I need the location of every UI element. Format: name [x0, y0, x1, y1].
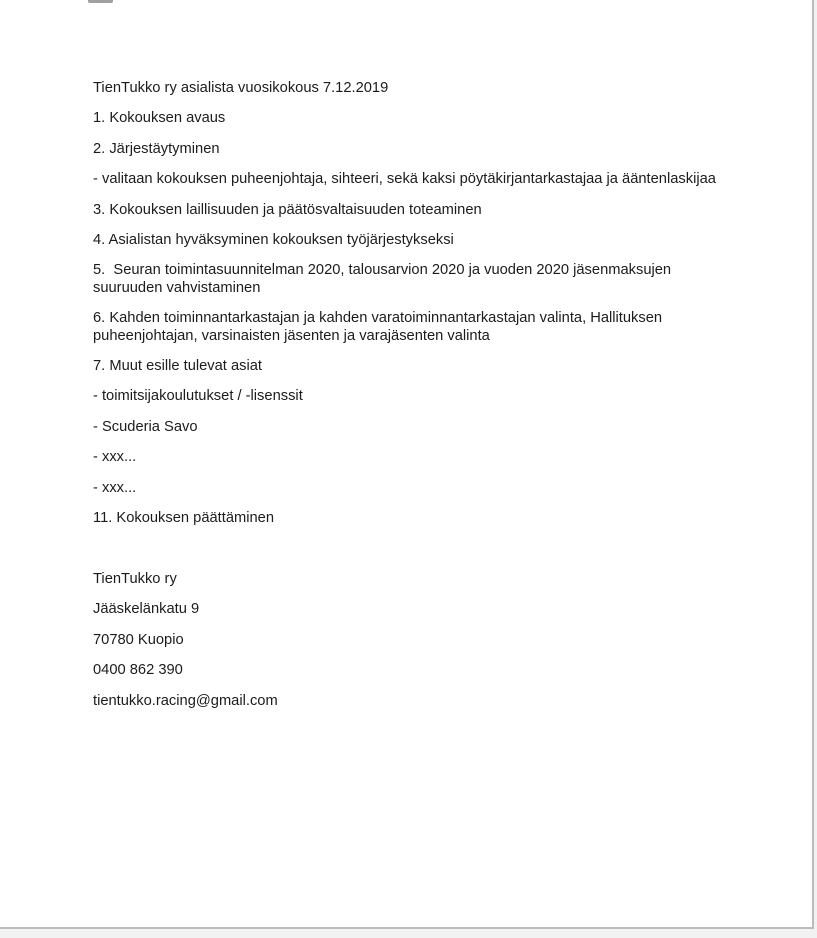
- document-line: 11. Kokouksen päättäminen: [93, 510, 274, 527]
- document-line: TienTukko ry: [93, 570, 177, 587]
- document-line: Jääskelänkatu 9: [93, 601, 200, 618]
- document-line: - xxx...: [93, 449, 137, 466]
- document-line: 1. Kokouksen avaus: [93, 110, 226, 127]
- document-line: - Scuderia Savo: [93, 418, 198, 435]
- document-line: puheenjohtajan, varsinaisten jäsenten ja varajäsenten valinta: [93, 327, 490, 344]
- document-line: suuruuden vahvistaminen: [93, 279, 261, 296]
- document-line: tientukko.racing@gmail.com: [93, 692, 278, 709]
- document-line: 2. Järjestäytyminen: [93, 140, 220, 157]
- document-line: 5. Seuran toimintasuunnitelman 2020, talousarvion 2020 ja vuoden 2020 jäsenmaksujen: [93, 262, 672, 279]
- document-blank-line: [93, 541, 753, 558]
- document-line: TienTukko ry asialista vuosikokous 7.12.2019: [93, 80, 389, 96]
- document-line: 0400 862 390: [93, 662, 183, 679]
- document-line: - valitaan kokouksen puheenjohtaja, sihteeri, sekä kaksi pöytäkirjantarkastajaa ja ääntenlaskijaa: [93, 171, 716, 188]
- document-line: 70780 Kuopio: [93, 631, 184, 648]
- document-line: - xxx...: [93, 479, 137, 496]
- cut-off-ui-artifact: [88, 0, 113, 3]
- document-content: [93, 80, 753, 723]
- document-line: - toimitsijakoulutukset / -lisenssit: [93, 388, 303, 405]
- document-line: 6. Kahden toiminnantarkastajan ja kahden varatoiminnantarkastajan valinta, Hallituksen: [93, 310, 663, 327]
- document-line: 3. Kokouksen laillisuuden ja päätösvaltaisuuden toteaminen: [93, 201, 482, 218]
- document-line: 7. Muut esille tulevat asiat: [93, 358, 262, 375]
- document-line: 4. Asialistan hyväksyminen kokouksen työjärjestykseksi: [93, 232, 454, 249]
